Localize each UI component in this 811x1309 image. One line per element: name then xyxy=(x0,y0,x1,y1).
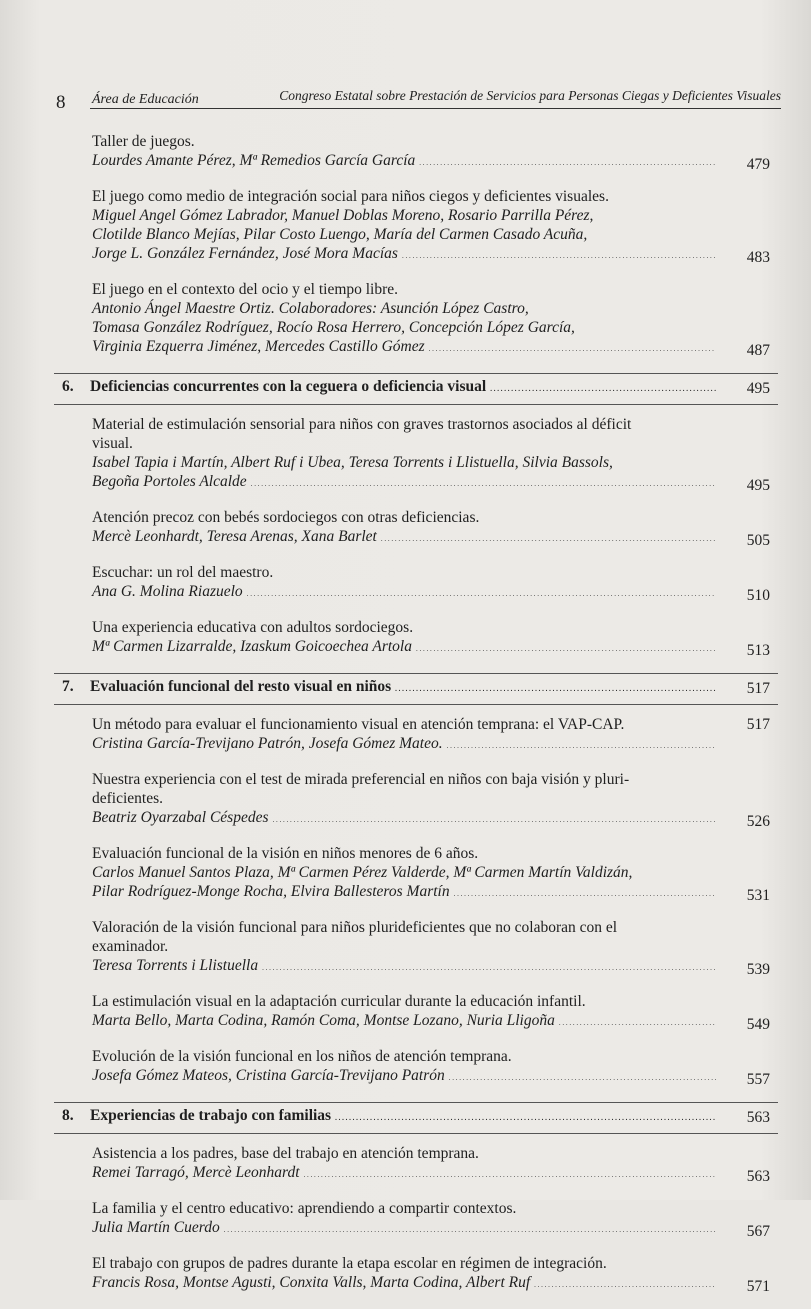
dot-leader xyxy=(454,882,716,904)
entry-page: 513 xyxy=(746,642,770,659)
dot-leader xyxy=(490,378,716,396)
entry-title: El juego como medio de integración social para niños ciegos y deficientes visuales. xyxy=(92,188,609,205)
entry-authors-row xyxy=(92,244,770,266)
dot-leader xyxy=(447,734,716,756)
dot-leader xyxy=(335,1107,716,1125)
toc-entry xyxy=(62,1199,770,1240)
entry-authors: Jorge L. González Fernández, José Mora Macías xyxy=(92,245,398,262)
section-heading xyxy=(54,373,778,405)
entry-title-row xyxy=(92,715,770,734)
entry-authors-row xyxy=(92,151,770,173)
toc-entry xyxy=(62,132,770,173)
entry-title: Escuchar: un rol del maestro. xyxy=(92,564,274,581)
entry-authors: Francis Rosa, Montse Agusti, Conxita Valls, Marta Codina, Albert Ruf xyxy=(92,1274,531,1291)
toc-entry xyxy=(62,1144,770,1185)
entry-authors-row xyxy=(92,1163,770,1185)
dot-leader xyxy=(534,1273,716,1295)
entry-authors: Mercè Leonhardt, Teresa Arenas, Xana Barlet xyxy=(92,528,377,545)
entry-page: 505 xyxy=(746,532,770,549)
section-heading xyxy=(54,673,778,705)
page-number: 8 xyxy=(56,92,66,113)
entry-title: Un método para evaluar el funcionamiento visual en atención temprana: el VAP-CAP. xyxy=(92,716,625,733)
entry-page: 563 xyxy=(746,1168,770,1185)
entry-authors: Josefa Gómez Mateos, Cristina García-Trevijano Patrón xyxy=(92,1067,445,1084)
entry-authors: Clotilde Blanco Mejías, Pilar Costo Luengo, María del Carmen Casado Acuña, xyxy=(92,226,588,243)
entry-title: visual. xyxy=(92,435,133,452)
entry-authors: Julia Martín Cuerdo xyxy=(92,1219,220,1236)
toc-entry xyxy=(62,508,770,549)
entry-authors: Tomasa González Rodríguez, Rocío Rosa Herrero, Concepción López García, xyxy=(92,319,575,336)
entry-authors-row xyxy=(92,1273,770,1295)
entry-title: Nuestra experiencia con el test de mirada preferencial en niños con baja visión y pluri- xyxy=(92,771,630,788)
dot-leader xyxy=(416,637,716,659)
section-page: 495 xyxy=(746,380,770,397)
dot-leader xyxy=(402,244,716,266)
entry-page: 549 xyxy=(746,1016,770,1033)
entry-page: 571 xyxy=(746,1278,770,1295)
toc-entry xyxy=(62,1254,770,1295)
entry-page: 567 xyxy=(746,1223,770,1240)
entry-title: Evolución de la visión funcional en los niños de atención temprana. xyxy=(92,1048,512,1065)
entry-authors-row xyxy=(92,1218,770,1240)
entry-page: 531 xyxy=(746,887,770,904)
section-page: 517 xyxy=(746,680,770,697)
entry-page: 495 xyxy=(746,477,770,494)
entry-page: 557 xyxy=(746,1071,770,1088)
entry-page: 510 xyxy=(746,587,770,604)
entry-authors: Cristina García-Trevijano Patrón, Josefa Gómez Mateo. xyxy=(92,735,443,752)
entry-title: La estimulación visual en la adaptación curricular durante la educación infantil. xyxy=(92,993,586,1010)
entry-title: Evaluación funcional de la visión en niños menores de 6 años. xyxy=(92,845,479,862)
entry-authors-row xyxy=(92,1066,770,1088)
entry-title: deficientes. xyxy=(92,790,164,807)
entry-authors-row xyxy=(92,472,770,494)
dot-leader xyxy=(304,1163,716,1185)
entry-authors-row xyxy=(92,1011,770,1033)
section-number: 8. xyxy=(62,1107,74,1124)
entry-authors: Mª Carmen Lizarralde, Izaskum Goicoechea Artola xyxy=(92,638,412,655)
entry-authors: Ana G. Molina Riazuelo xyxy=(92,583,243,600)
entry-authors-row xyxy=(92,734,770,756)
toc-entry xyxy=(62,992,770,1033)
entry-authors-row xyxy=(92,808,770,830)
entry-title: El juego en el contexto del ocio y el tiempo libre. xyxy=(92,281,399,298)
header-rule xyxy=(90,108,781,109)
toc-entry xyxy=(62,280,770,359)
table-of-contents xyxy=(62,132,770,1309)
section-number: 7. xyxy=(62,678,74,695)
dot-leader xyxy=(395,678,716,696)
dot-leader xyxy=(381,527,716,549)
entry-page: 487 xyxy=(746,342,770,359)
section-heading xyxy=(54,1102,778,1134)
entry-title: La familia y el centro educativo: aprendiendo a compartir contextos. xyxy=(92,1200,517,1217)
toc-entry xyxy=(62,187,770,266)
entry-authors: Marta Bello, Marta Codina, Ramón Coma, Montse Lozano, Nuria Lligoña xyxy=(92,1012,555,1029)
section-title: Evaluación funcional del resto visual en niños xyxy=(90,678,392,695)
entry-page: 526 xyxy=(746,813,770,830)
toc-entry xyxy=(62,918,770,978)
section-page: 563 xyxy=(746,1109,770,1126)
entry-authors: Begoña Portoles Alcalde xyxy=(92,473,247,490)
entry-page: 539 xyxy=(746,961,770,978)
header-publication-title: Congreso Estatal sobre Prestación de Servicios para Personas Ciegas y Deficientes Visuales xyxy=(279,88,781,103)
entry-title: Taller de juegos. xyxy=(92,133,195,150)
toc-entry xyxy=(62,844,770,904)
toc-entry xyxy=(62,618,770,659)
entry-page: 483 xyxy=(746,249,770,266)
entry-authors-row xyxy=(92,582,770,604)
dot-leader xyxy=(262,956,716,978)
toc-entry xyxy=(62,415,770,494)
entry-authors-row xyxy=(92,882,770,904)
section-number: 6. xyxy=(62,378,74,395)
entry-title: Una experiencia educativa con adultos sordociegos. xyxy=(92,619,414,636)
entry-title: El trabajo con grupos de padres durante la etapa escolar en régimen de integración. xyxy=(92,1255,607,1272)
entry-authors: Teresa Torrents i Llistuella xyxy=(92,957,259,974)
entry-authors: Lourdes Amante Pérez, Mª Remedios García García xyxy=(92,152,416,169)
entry-authors-row xyxy=(92,637,770,659)
entry-authors: Carlos Manuel Santos Plaza, Mª Carmen Pérez Valderde, Mª Carmen Martín Valdizán, xyxy=(92,864,633,881)
dot-leader xyxy=(419,151,716,173)
entry-title: Atención precoz con bebés sordociegos con otras deficiencias. xyxy=(92,509,480,526)
entry-authors: Beatriz Oyarzabal Céspedes xyxy=(92,809,269,826)
dot-leader xyxy=(273,808,716,830)
entry-authors: Pilar Rodríguez-Monge Rocha, Elvira Ballesteros Martín xyxy=(92,883,450,900)
toc-entry xyxy=(62,715,770,756)
running-header xyxy=(56,84,781,114)
dot-leader xyxy=(429,337,716,359)
entry-authors-row xyxy=(92,956,770,978)
dot-leader xyxy=(224,1218,716,1240)
entry-title: Asistencia a los padres, base del trabajo en atención temprana. xyxy=(92,1145,479,1162)
toc-entry xyxy=(62,770,770,830)
toc-entry xyxy=(62,1047,770,1088)
entry-page: 479 xyxy=(746,156,770,173)
dot-leader xyxy=(251,472,716,494)
dot-leader xyxy=(559,1011,716,1033)
section-title: Experiencias de trabajo con familias xyxy=(90,1107,332,1124)
entry-authors-row xyxy=(92,337,770,359)
entry-authors-row xyxy=(92,527,770,549)
entry-authors: Remei Tarragó, Mercè Leonhardt xyxy=(92,1164,300,1181)
entry-page: 517 xyxy=(746,716,770,733)
entry-authors: Isabel Tapia i Martín, Albert Ruf i Ubea, Teresa Torrents i Llistuella, Silvia Bassols, xyxy=(92,454,613,471)
dot-leader xyxy=(247,582,716,604)
section-title: Deficiencias concurrentes con la ceguera o deficiencia visual xyxy=(90,378,487,395)
entry-authors: Virginia Ezquerra Jiménez, Mercedes Castillo Gómez xyxy=(92,338,425,355)
entry-title: Material de estimulación sensorial para niños con graves trastornos asociados al déficit xyxy=(92,416,632,433)
entry-title: examinador. xyxy=(92,938,169,955)
entry-authors: Antonio Ángel Maestre Ortiz. Colaboradores: Asunción López Castro, xyxy=(92,300,529,317)
header-section-name: Área de Educación xyxy=(92,92,199,107)
entry-authors: Miguel Angel Gómez Labrador, Manuel Doblas Moreno, Rosario Parrilla Pérez, xyxy=(92,207,594,224)
toc-entry xyxy=(62,563,770,604)
dot-leader xyxy=(449,1066,716,1088)
entry-title: Valoración de la visión funcional para niños plurideficientes que no colaboran con el xyxy=(92,919,618,936)
